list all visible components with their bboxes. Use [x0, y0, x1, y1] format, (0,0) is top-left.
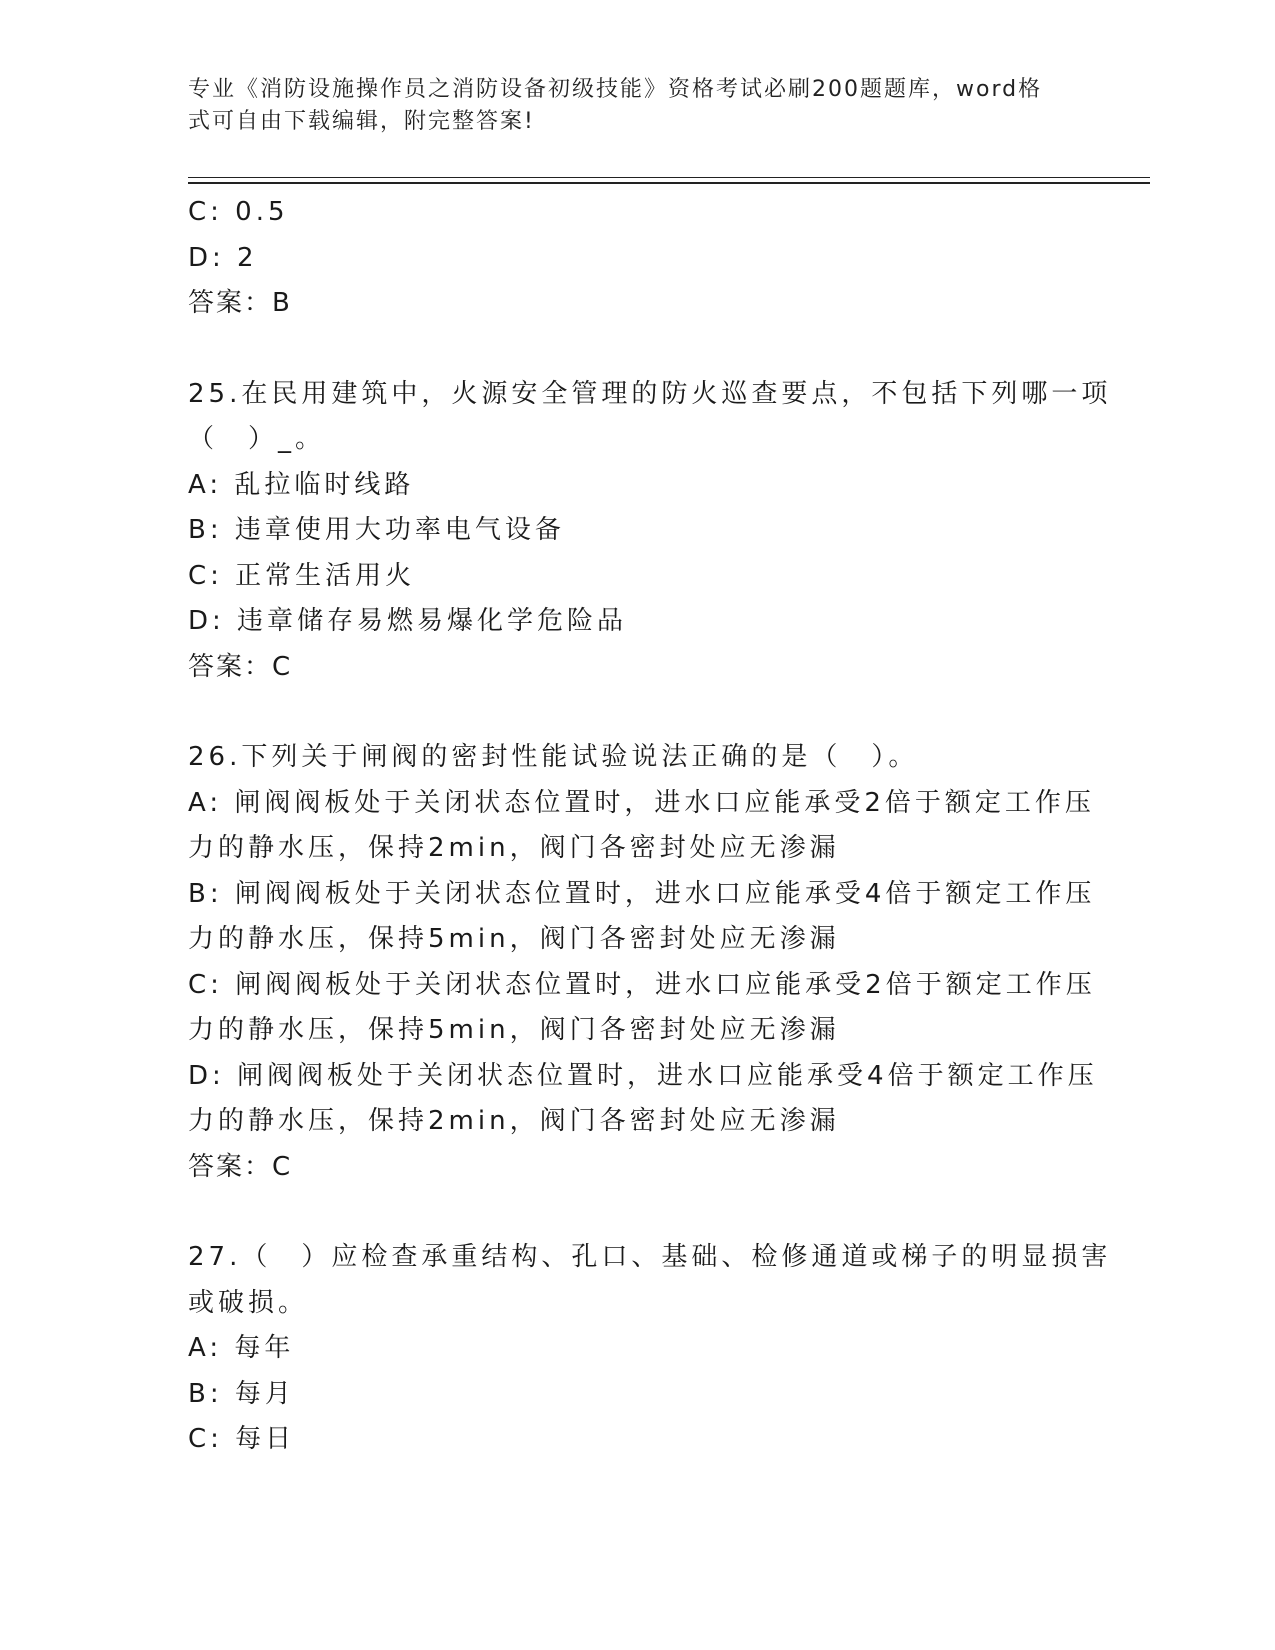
- q25-stem-line-2: （ ）_。: [188, 424, 326, 454]
- q26-option-a-line-2: 力的静水压，保持2min，阀门各密封处应无渗漏: [188, 833, 840, 863]
- header-divider-thin: [188, 177, 1150, 178]
- question-24: [188, 190, 1088, 327]
- spacer: [188, 1190, 1088, 1235]
- q25-stem-line-1: 25.在民用建筑中，火源安全管理的防火巡查要点，不包括下列哪一项: [188, 378, 1112, 409]
- q27-option-a: A: 每年: [188, 1333, 295, 1363]
- q24-option-d: D: 2: [188, 242, 258, 273]
- q25-option-d: D: 违章储存易燃易爆化学危险品: [188, 606, 628, 636]
- q24-answer: 答案：B: [188, 288, 292, 318]
- q26-answer: 答案：C: [188, 1151, 293, 1182]
- question-26: [188, 735, 1098, 1190]
- spacer: [188, 327, 1088, 372]
- question-27: [188, 1235, 1112, 1463]
- q26-option-c-line-1: C: 闸阀阀板处于关闭状态位置时，进水口应能承受2倍于额定工作压: [188, 969, 1096, 1000]
- q26-option-b-line-1: B: 闸阀阀板处于关闭状态位置时，进水口应能承受4倍于额定工作压: [188, 878, 1096, 909]
- q26-option-c-line-2: 力的静水压，保持5min，阀门各密封处应无渗漏: [188, 1015, 840, 1045]
- q26-option-d-line-2: 力的静水压，保持2min，阀门各密封处应无渗漏: [188, 1106, 840, 1136]
- q26-option-d-line-1: D: 闸阀阀板处于关闭状态位置时，进水口应能承受4倍于额定工作压: [188, 1060, 1098, 1091]
- q25-option-a: A: 乱拉临时线路: [188, 469, 415, 500]
- q25-option-c: C: 正常生活用火: [188, 560, 416, 591]
- q26-option-a-line-1: A: 闸阀阀板处于关闭状态位置时，进水口应能承受2倍于额定工作压: [188, 787, 1095, 818]
- q27-option-b: B: 每月: [188, 1378, 295, 1409]
- q25-option-b: B: 违章使用大功率电气设备: [188, 515, 565, 545]
- header-line-2: 式可自由下载编辑，附完整答案!: [188, 109, 535, 134]
- q27-option-c: C: 每日: [188, 1424, 296, 1454]
- document-header: [188, 74, 1068, 138]
- q24-option-c: C: 0.5: [188, 197, 289, 227]
- q26-stem: 26.下列关于闸阀的密封性能试验说法正确的是（ ）。: [188, 742, 919, 772]
- q27-stem-line-1: 27.（ ）应检查承重结构、孔口、基础、检修通道或梯子的明显损害: [188, 1242, 1112, 1272]
- question-content: [188, 190, 1112, 1463]
- header-line-1: 专业《消防设施操作员之消防设备初级技能》资格考试必刷200题题库，word格: [188, 77, 1043, 102]
- header-divider-thick: [188, 182, 1150, 184]
- q25-answer: 答案：C: [188, 651, 293, 682]
- q26-option-b-line-2: 力的静水压，保持5min，阀门各密封处应无渗漏: [188, 924, 840, 954]
- spacer: [188, 690, 1088, 735]
- q27-stem-line-2: 或破损。: [188, 1287, 309, 1318]
- question-25: [188, 372, 1112, 691]
